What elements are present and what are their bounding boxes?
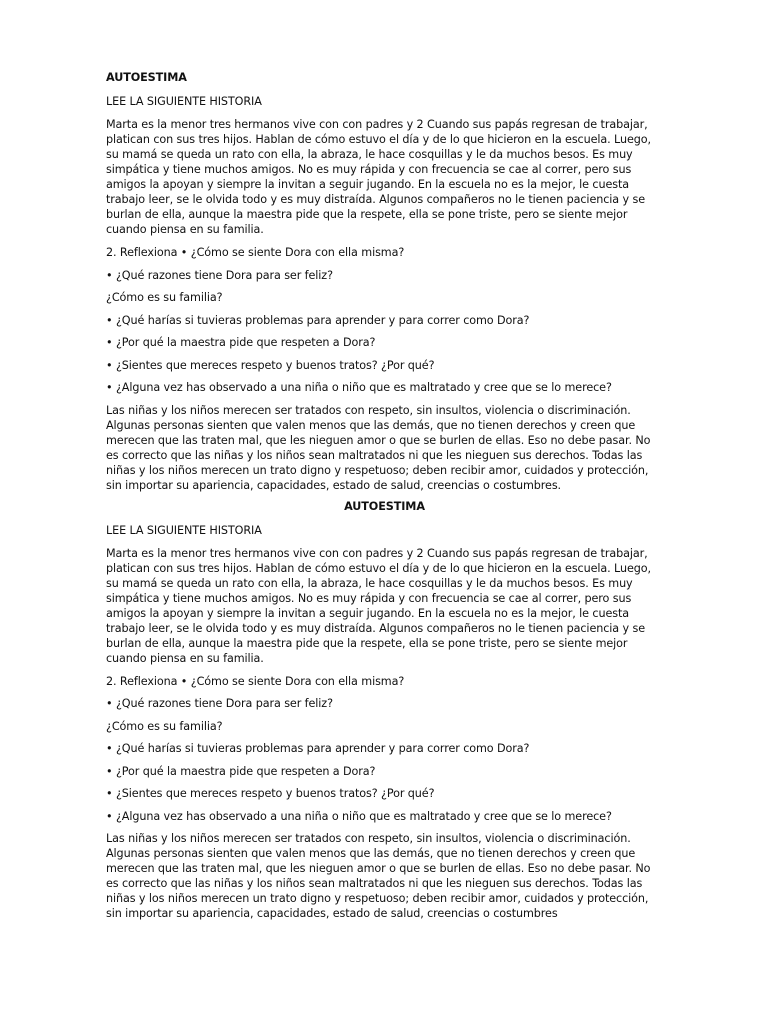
section-1 xyxy=(106,70,663,493)
story-paragraph: Marta es la menor tres hermanos vive con con padres y 2 Cuando sus papás regresan de trabajar, platican con sus tres hijos. Hablan de cómo estuvo el día y de lo que hicieron en la escuela. Luego, su mamá se queda un rato con ella, la abraza, le hace cosquillas y le da muchos besos. Es muy simpática y tiene muchos amigos. No es muy rápida y con frecuencia se cae al correr, pero sus amigos la apoyan y siempre la invitan a seguir jugando. En la escuela no es la mejor, le cuesta trabajo leer, se le olvida todo y es muy distraída. Algunos compañeros no le tienen paciencia y se burlan de ella, aunque la maestra pide que la respete, ella se pone triste, pero se siente mejor cuando piensa en su familia. xyxy=(106,546,651,665)
question-item: • ¿Qué harías si tuvieras problemas para aprender y para correr como Dora? xyxy=(106,313,530,327)
closing-paragraph: Las niñas y los niños merecen ser tratados con respeto, sin insultos, violencia o discriminación. Algunas personas sienten que valen menos que las demás, que no tienen derechos y creen que merecen que las traten mal, que les nieguen amor o que se burlen de ellas. Eso no debe pasar. No es correcto que las niñas y los niños sean maltratados ni que les nieguen sus derechos. Todas las niñas y los niños merecen un trato digno y respetuoso; deben recibir amor, cuidados y protección, sin importar su apariencia, capacidades, estado de salud, creencias o costumbres xyxy=(106,832,651,920)
section-title: AUTOESTIMA xyxy=(106,71,187,84)
question-item: • ¿Por qué la maestra pide que respeten a Dora? xyxy=(106,764,376,778)
question-item: • ¿Alguna vez has observado a una niña o niño que es maltratado y cree que se lo merece? xyxy=(106,381,612,394)
question-item: • ¿Sientes que mereces respeto y buenos tratos? ¿Por qué? xyxy=(106,787,435,800)
question-item: 2. Reflexiona • ¿Cómo se siente Dora con ella misma? xyxy=(106,246,405,259)
question-item: 2. Reflexiona • ¿Cómo se siente Dora con ella misma? xyxy=(106,674,405,688)
question-item: • ¿Por qué la maestra pide que respeten a Dora? xyxy=(106,336,376,349)
question-item: • ¿Alguna vez has observado a una niña o niño que es maltratado y cree que se lo merece? xyxy=(106,809,612,823)
question-item: • ¿Qué harías si tuvieras problemas para aprender y para correr como Dora? xyxy=(106,742,530,755)
question-item: • ¿Qué razones tiene Dora para ser feliz? xyxy=(106,268,333,282)
section-title: AUTOESTIMA xyxy=(344,499,425,513)
section-subtitle: LEE LA SIGUIENTE HISTORIA xyxy=(106,95,262,108)
section-subtitle: LEE LA SIGUIENTE HISTORIA xyxy=(106,523,262,537)
closing-paragraph: Las niñas y los niños merecen ser tratados con respeto, sin insultos, violencia o discriminación. Algunas personas sienten que valen menos que las demás, que no tienen derechos y creen que merecen que las traten mal, que les nieguen amor o que se burlen de ellas. Eso no debe pasar. No es correcto que las niñas y los niños sean maltratados ni que les nieguen sus derechos. Todas las niñas y los niños merecen un trato digno y respetuoso; deben recibir amor, cuidados y protección, sin importar su apariencia, capacidades, estado de salud, creencias o costumbres. xyxy=(106,403,651,492)
question-item: ¿Cómo es su familia? xyxy=(106,291,223,304)
question-item: • ¿Qué razones tiene Dora para ser feliz? xyxy=(106,697,333,710)
question-item: ¿Cómo es su familia? xyxy=(106,719,223,733)
question-item: • ¿Sientes que mereces respeto y buenos tratos? ¿Por qué? xyxy=(106,358,435,372)
story-paragraph: Marta es la menor tres hermanos vive con con padres y 2 Cuando sus papás regresan de trabajar, platican con sus tres hijos. Hablan de cómo estuvo el día y de lo que hicieron en la escuela. Luego, su mamá se queda un rato con ella, la abraza, le hace cosquillas y le da muchos besos. Es muy simpática y tiene muchos amigos. No es muy rápida y con frecuencia se cae al correr, pero sus amigos la apoyan y siempre la invitan a seguir jugando. En la escuela no es la mejor, le cuesta trabajo leer, se le olvida todo y es muy distraída. Algunos compañeros no le tienen paciencia y se burlan de ella, aunque la maestra pide que la respete, ella se pone triste, pero se siente mejor cuando piensa en su familia. xyxy=(106,118,651,236)
section-2 xyxy=(106,499,663,922)
